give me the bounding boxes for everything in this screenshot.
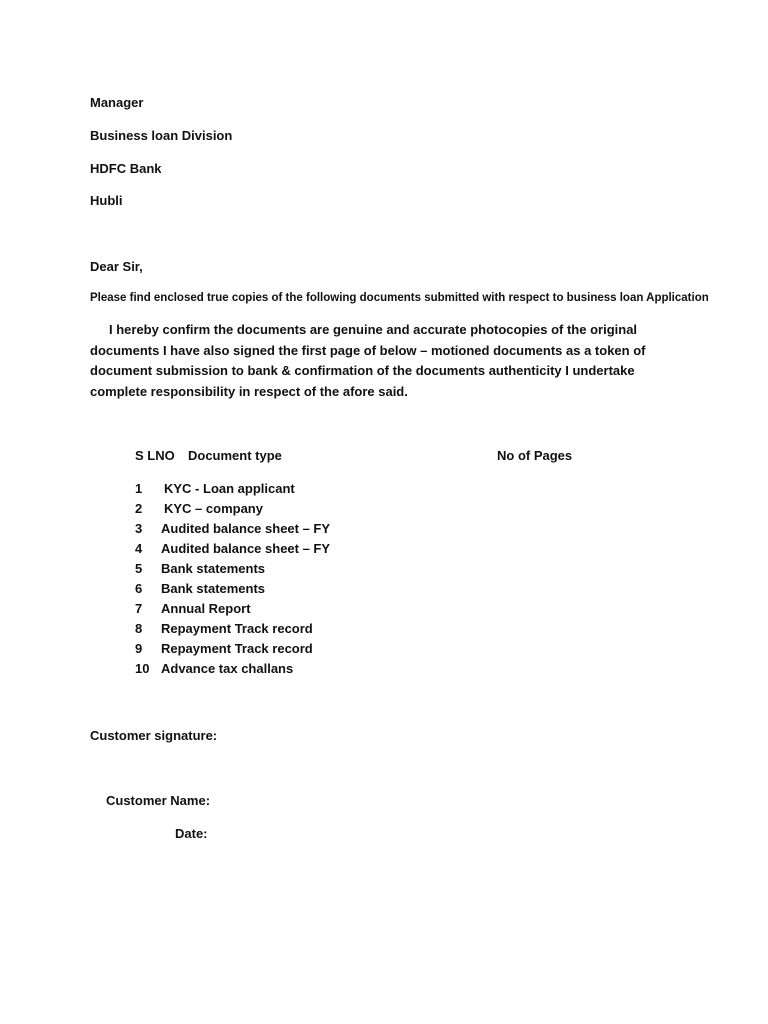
- row-number: 10: [135, 661, 150, 676]
- header-document-type: Document type: [188, 448, 282, 463]
- row-number: 8: [135, 621, 143, 636]
- intro-text: Please find enclosed true copies of the following documents submitted with respect to business loan Application: [90, 292, 709, 304]
- recipient-title: Manager: [90, 95, 144, 110]
- row-number: 7: [135, 601, 143, 616]
- row-number: 9: [135, 641, 143, 656]
- row-document: KYC - Loan applicant: [164, 481, 295, 496]
- row-number: 2: [135, 501, 143, 516]
- row-number: 5: [135, 561, 143, 576]
- salutation: Dear Sir,: [90, 259, 143, 274]
- row-document: Bank statements: [161, 581, 266, 596]
- row-document: Audited balance sheet – FY: [161, 541, 331, 556]
- header-no-of-pages: No of Pages: [497, 448, 573, 463]
- body-text: I hereby confirm the documents are genuine and accurate photocopies of the original documents I have also signed the first page of below – motioned documents as a token of document submission to bank & confirmation of the documents authenticity I undertake complete responsibility in respect of the afore said.: [90, 322, 646, 399]
- row-number: 1: [135, 481, 143, 496]
- row-number: 3: [135, 521, 143, 536]
- row-document: Audited balance sheet – FY: [161, 521, 331, 536]
- body-paragraph: [90, 320, 690, 402]
- recipient-city: Hubli: [90, 193, 123, 208]
- customer-signature-label: Customer signature:: [90, 728, 218, 743]
- customer-name-label: Customer Name:: [106, 793, 211, 808]
- row-number: 4: [135, 541, 143, 556]
- row-document: Repayment Track record: [161, 621, 313, 636]
- date-label: Date:: [175, 826, 208, 841]
- row-document: Annual Report: [161, 601, 251, 616]
- recipient-bank: HDFC Bank: [90, 161, 162, 176]
- header-sl-no: S LNO: [135, 448, 175, 463]
- row-document: Repayment Track record: [161, 641, 313, 656]
- row-document: Advance tax challans: [161, 661, 294, 676]
- row-document: KYC – company: [164, 501, 263, 516]
- recipient-division: Business loan Division: [90, 128, 233, 143]
- row-number: 6: [135, 581, 143, 596]
- row-document: Bank statements: [161, 561, 266, 576]
